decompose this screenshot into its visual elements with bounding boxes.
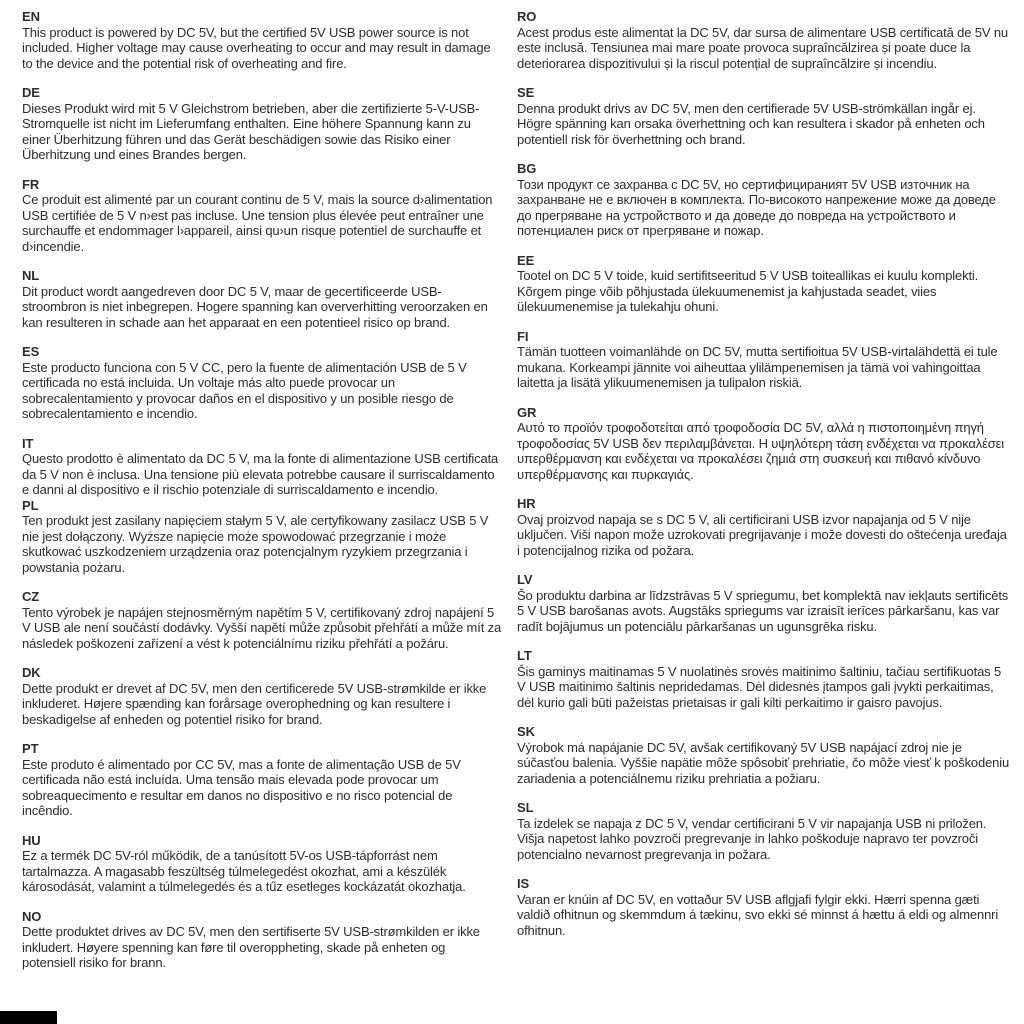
language-text: Dit product wordt aangedreven door DC 5 V, maar de gecertificeerde USB-stroombron is niet inbegrepen. Hogere spanning kan oververhitting veroorzaken en kan resulteren in schade aan het apparaat en een potentieel risico op brand. xyxy=(22,283,488,330)
language-text: Acest produs este alimentat la DC 5V, dar sursa de alimentare USB certificată de 5V nu este inclusă. Tensiunea mai mare poate provoca supraîncălzirea și poate duce la deteriorarea dispozitivului și la riscul potențial de supraîncălzire și incendiu. xyxy=(517,24,1008,71)
language-section-es xyxy=(22,344,502,422)
language-section-lt xyxy=(517,648,1012,710)
language-text: Varan er knúin af DC 5V, en vottaður 5V USB aflgjafi fylgir ekki. Hærri spenna gæti valdið ofhitnun og skemmdum á tækinu, svo ekki sé minnst á hættu á eldi og almennri ofhitnun. xyxy=(517,891,999,938)
left-column xyxy=(22,9,502,985)
language-section-sl xyxy=(517,800,1012,862)
language-section-pl xyxy=(22,498,502,576)
language-section-it xyxy=(22,436,502,498)
language-text: Ovaj proizvod napaja se s DC 5 V, ali certificirani USB izvor napajanja od 5 V nije uključen. Viši napon može uzrokovati pregrijavanje i može dovesti do oštećenja uređaja i potencijalnog rizika od požara. xyxy=(517,511,1007,558)
language-section-pt xyxy=(22,741,502,819)
language-code: HR xyxy=(517,496,536,511)
right-column xyxy=(517,9,1012,985)
language-section-se xyxy=(517,85,1012,147)
language-section-dk xyxy=(22,665,502,727)
language-section-ro xyxy=(517,9,1012,71)
language-code: RO xyxy=(517,9,537,24)
language-section-en xyxy=(22,9,502,71)
language-code: PT xyxy=(22,741,39,756)
language-text: Questo prodotto è alimentato da DC 5 V, ma la fonte di alimentazione USB certificata da 5 V non è inclusa. Una tensione più elevata potrebbe causare il surriscaldamento e danni al dispositivo e il rischio potenziale di surriscaldamento e incendio. xyxy=(22,451,499,497)
language-code: FR xyxy=(22,176,40,192)
bottom-left-black-bar xyxy=(0,1011,57,1024)
language-section-hr xyxy=(517,496,1012,558)
language-section-bg xyxy=(517,161,1012,239)
language-text: Dieses Produkt wird mit 5 V Gleichstrom betrieben, aber die zertifizierte 5-V-USB-Stromquelle ist nicht im Lieferumfang enthalten. Eine höhere Spannung kann zu einer Überhitzung führen und das Gerät beschädigen sowie das Risiko einer Überhitzung und eines Brandes bergen. xyxy=(22,100,480,162)
language-code: IT xyxy=(22,435,34,451)
language-code: ES xyxy=(22,344,40,359)
language-code: EN xyxy=(22,9,40,24)
language-code: SL xyxy=(517,800,534,815)
language-code: SK xyxy=(517,724,535,739)
language-text: Výrobok má napájanie DC 5V, avšak certifikovaný 5V USB napájací zdroj nie je súčasťou balenia. Vyššie napätie môže spôsobiť prehriatie, čo môže viesť k poškodeniu zariadenia a potenciálnemu riziku prehriatia a požiaru. xyxy=(517,739,1010,786)
language-code: GR xyxy=(517,404,537,420)
language-code: NL xyxy=(22,268,40,283)
language-text: Ten produkt jest zasilany napięciem stałym 5 V, ale certyfikowany zasilacz USB 5 V nie jest dołączony. Wyższe napięcie może spowodować przegrzanie i może skutkować uszkodzeniem urządzenia oraz potencjalnym ryzykiem przegrzania i powstania pożaru. xyxy=(22,513,489,575)
language-text: Tootel on DC 5 V toide, kuid sertifitseeritud 5 V USB toiteallikas ei kuulu komplekti. Kõrgem pinge võib põhjustada ülekuumenemist ja kahjustada seadet, viies ülekuumenemise ja tulekahju ohuni. xyxy=(517,268,979,314)
language-section-hu xyxy=(22,833,502,895)
language-text: Ce produit est alimenté par un courant continu de 5 V, mais la source d›alimentation USB certifiée de 5 V n›est pas incluse. Une tension plus élevée peut entraîner une surchauffe et endommager l›appareil, ainsi qu›un risque potentiel de surchauffe et d›incendie. xyxy=(22,192,493,254)
language-section-no xyxy=(22,909,502,971)
language-text: Tämän tuotteen voimanlähde on DC 5V, mutta sertifioitua 5V USB-virtalähdettä ei tule mukana. Korkeampi jännite voi aiheuttaa ylilämpenemisen ja tämä voi vahingoittaa laitetta ja lisätä ylikuumenemisen ja tulipalon riskiä. xyxy=(517,344,998,390)
language-code: HU xyxy=(22,832,41,848)
language-code: IS xyxy=(517,876,530,891)
language-code: LT xyxy=(517,648,532,663)
language-text: Αυτό το προϊόν τροφοδοτείται από τροφοδοσία DC 5V, αλλά η πιστοποιημένη πηγή τροφοδοσίας 5V USB δεν περιλαμβάνεται. Η υψηλότερη τάση ενδέχεται να προκαλέσει υπερθέρμανση και ενδέχεται να προκαλέσει ζημιά στη συσκευή και πιθανό κίνδυνο υπερθέρμανσης και πυρκαγιάς. xyxy=(517,420,1005,482)
language-code: CZ xyxy=(22,589,40,604)
language-text: Este producto funciona con 5 V CC, pero la fuente de alimentación USB de 5 V certificada no está incluida. Un voltaje más alto puede provocar un sobrecalentamiento y provocar daños en el dispositivo y un posible riesgo de sobrecalentamiento e incendio. xyxy=(22,359,467,421)
language-code: DE xyxy=(22,85,40,100)
language-section-sk xyxy=(517,724,1012,786)
language-text: Denna produkt drivs av DC 5V, men den certifierade 5V USB-strömkällan ingår ej. Högre spänning kan orsaka överhettning och kan resultera i skador på enheten och potentiell risk för överhettning och brand. xyxy=(517,100,985,147)
language-section-ee xyxy=(517,253,1012,315)
language-text: Este produto é alimentado por CC 5V, mas a fonte de alimentação USB de 5V certificada não está incluída. Uma tensão mais elevada pode provocar um sobreaquecimento e resultar em danos no dispositivo e no risco potencial de incêndio. xyxy=(22,756,461,818)
language-text: Tento výrobek je napájen stejnosměrným napětím 5 V, certifikovaný zdroj napájení 5 V USB ale není součástí dodávky. Vyšší napětí může způsobit přehřátí a může mít za následek poškození zařízení a vést k potenciálnímu riziku přehřátí a požáru. xyxy=(22,604,502,651)
language-section-lv xyxy=(517,572,1012,634)
language-section-de xyxy=(22,85,502,163)
language-code: PL xyxy=(22,497,39,513)
language-text: Dette produktet drives av DC 5V, men den sertifiserte 5V USB-strømkilden er ikke inkludert. Høyere spenning kan føre til overoppheting, skade på enheten og potensiell risiko for brann. xyxy=(22,924,480,970)
language-code: FI xyxy=(517,328,529,344)
language-section-nl xyxy=(22,268,502,330)
language-text: Този продукт се захранва с DC 5V, но сертифицираният 5V USB източник на захранване не е включен в комплекта. По-високото напрежение може да доведе до прегряване на устройството и да доведе до повреда на устройството и потенциален риск от прегряване и пожар. xyxy=(517,176,996,238)
language-section-gr xyxy=(517,405,1012,483)
language-code: NO xyxy=(22,908,42,924)
language-text: Dette produkt er drevet af DC 5V, men den certificerede 5V USB-strømkilde er ikke inkluderet. Højere spænding kan forårsage overophedning og kan resultere i beskadigelse af enheden og potentiel risiko for brand. xyxy=(22,680,487,727)
language-text: Ez a termék DC 5V-ról működik, de a tanúsított 5V-os USB-tápforrást nem tartalmazza. A magasabb feszültség túlmelegedést okozhat, ami a készülék károsodását, valamint a túlmelegedés és a tűz esetleges kockázatát okozhatja. xyxy=(22,848,466,894)
language-section-is xyxy=(517,876,1012,938)
language-code: SE xyxy=(517,85,535,100)
language-code: LV xyxy=(517,572,533,587)
language-text: Šo produktu darbina ar līdzstrāvas 5 V spriegumu, bet komplektā nav iekļauts sertificēts 5 V USB barošanas avots. Augstāks spriegums var izraisīt ierīces pārkaršanu, kas var radīt bojājumus un potenciālu pārkaršanas un ugunsgrēka risku. xyxy=(517,587,1009,634)
language-text: Šis gaminys maitinamas 5 V nuolatinės srovės maitinimo šaltiniu, tačiau sertifikuotas 5 V USB maitinimo šaltinis nepridedamas. Dėl didesnės įtampos gali įvykti perkaitimas, dėl kurio gali būti pažeistas prietaisas ir gali kilti perkaitimo ir gaisro pavojus. xyxy=(517,663,1002,710)
language-text: This product is powered by DC 5V, but the certified 5V USB power source is not included. Higher voltage may cause overheating to occur and may result in damage to the device and the potential risk of overheating and fire. xyxy=(22,24,491,71)
language-code: EE xyxy=(517,252,535,268)
language-code: BG xyxy=(517,161,537,176)
language-section-cz xyxy=(22,589,502,651)
language-text: Ta izdelek se napaja z DC 5 V, vendar certificirani 5 V vir napajanja USB ni priložen. Višja napetost lahko povzroči pregrevanje in lahko poškoduje napravo ter povzroči potencialno nevarnost pregrevanja in požara. xyxy=(517,815,987,862)
language-section-fi xyxy=(517,329,1012,391)
language-section-fr xyxy=(22,177,502,255)
language-code: DK xyxy=(22,665,41,680)
